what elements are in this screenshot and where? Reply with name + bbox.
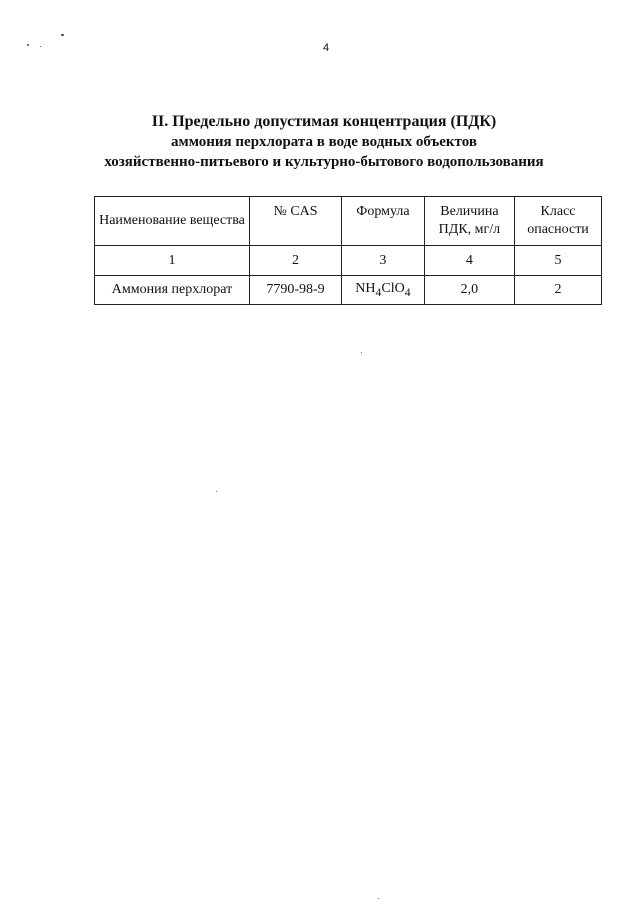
column-number: 1 [95,246,250,276]
formula-part: ClO [381,281,405,297]
scan-speck [361,352,362,353]
title-line-2: аммония перхлората в воде водных объектов [171,134,477,150]
header-substance-name: Наименование вещества [95,197,250,246]
title-line-1: II. Предельно допустимая концентрация (ПДК) [151,113,497,130]
page-number: 4 [322,42,330,54]
substance-name-cell: Аммония перхлорат [95,276,250,305]
column-number-row [95,246,602,276]
header-formula: Формула [342,197,425,246]
section-title [0,112,640,172]
formula-part: NH [355,281,376,297]
table-row [95,276,602,305]
formula-subscript: 4 [404,285,411,299]
title-line-3: хозяйственно-питьевого и культурно-бытового водопользования [104,154,544,170]
column-number: 4 [424,246,514,276]
scan-speck [40,46,41,47]
header-hazard-class: Класс опасности [515,197,602,246]
column-number: 5 [515,246,602,276]
header-cas-number: № CAS [249,197,341,246]
table-header-row [95,197,602,246]
cas-number-cell: 7790-98-9 [249,276,341,305]
column-number: 3 [342,246,425,276]
scan-speck [378,898,379,899]
header-pdk-value: Величина ПДК, мг/л [424,197,514,246]
hazard-class-cell: 2 [515,276,602,305]
scan-speck [61,34,64,36]
pdk-value-cell: 2,0 [424,276,514,305]
formula-cell [342,276,425,305]
scan-speck [27,44,29,46]
scan-speck [216,491,217,492]
pdk-table [94,196,602,305]
formula-subscript: 4 [375,285,382,299]
column-number: 2 [249,246,341,276]
